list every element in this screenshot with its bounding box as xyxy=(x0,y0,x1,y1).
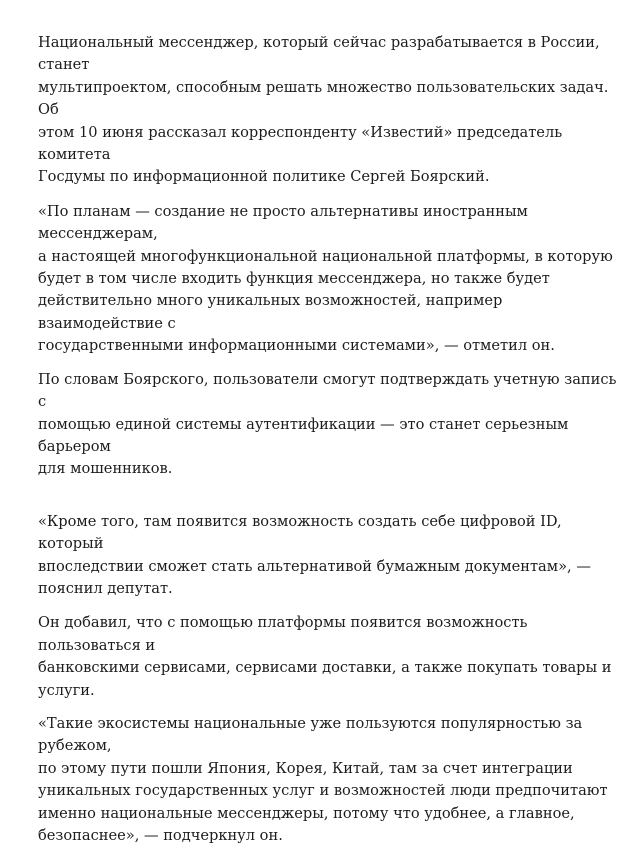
article-paragraph-2: «По планам — создание не просто альтернативы иностранным мессенджерам, а настоящей многофункциональной национальной платформы, в которую будет в том числе входить функция мессенджера, но также будет действительно много уникальных возможностей, например взаимодействие с государственными информационными системами», — отметил он. xyxy=(38,202,613,355)
article-body xyxy=(38,32,618,847)
article-paragraph-4: «Кроме того, там появится возможность создать себе цифровой ID, который впоследствии сможет стать альтернативой бумажным документам», — пояснил депутат. xyxy=(38,512,591,597)
article-paragraph-1: Национальный мессенджер, который сейчас разрабатывается в России, станет мультипроектом, способным решать множество пользовательских задач. Об этом 10 июня рассказал корреспонденту «Известий» председатель комитета Госдумы по информационной политике Сергей Боярский. xyxy=(38,34,609,186)
article-paragraph-3: По словам Боярского, пользователи смогут подтверждать учетную запись с помощью единой системы аутентификации — это станет серьезным барьером для мошенников. xyxy=(38,370,617,478)
article-paragraph-5: Он добавил, что с помощью платформы появится возможность пользоваться и банковскими сервисами, сервисами доставки, а также покупать товары и услуги. xyxy=(38,614,612,699)
article-paragraph-6: «Такие экосистемы национальные уже пользуются популярностью за рубежом, по этому пути пошли Япония, Корея, Китай, там за счет интеграции уникальных государственных услуг и возможностей люди предпочитают именно национальные мессенджеры, потому что удобнее, а главное, безопаснее», — подчеркнул он. xyxy=(38,714,608,844)
